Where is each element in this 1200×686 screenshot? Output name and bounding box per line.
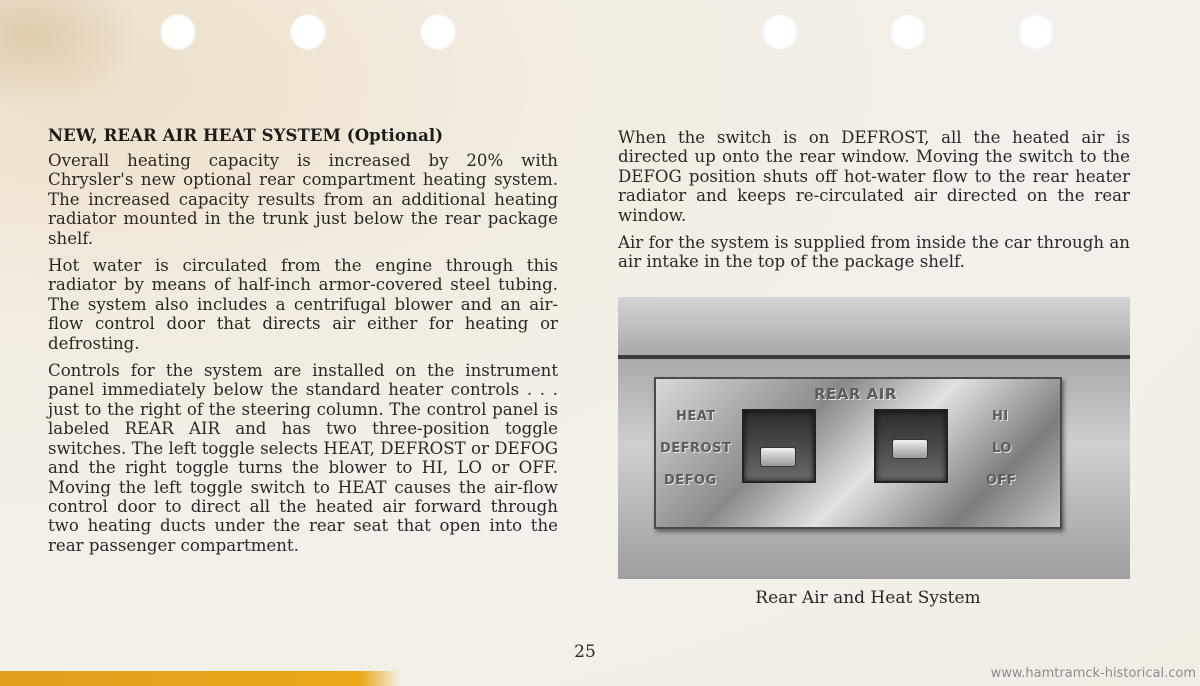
left-toggle-lever <box>760 447 796 467</box>
binder-hole <box>762 14 798 50</box>
binder-hole <box>290 14 326 50</box>
control-panel-photo <box>618 297 1130 579</box>
right-toggle-switch <box>874 409 948 483</box>
panel-title: REAR AIR <box>814 385 897 403</box>
label-defog: DEFOG <box>664 473 717 488</box>
left-column <box>48 126 558 563</box>
label-lo: LO <box>992 441 1012 456</box>
label-heat: HEAT <box>676 409 716 424</box>
paragraph-defrost: When the switch is on DEFROST, all the heated air is directed up onto the rear window. Moving the switch to the DEFOG position shuts off hot-water flow to the rear heater radiator and keeps re-circulated air directed on the rear window. <box>618 128 1130 225</box>
paragraph-capacity: Overall heating capacity is increased by 20% with Chrysler's new optional rear compartment heating system. The increased capacity results from an additional heating radiator mounted in the trunk just below the rear package shelf. <box>48 151 558 248</box>
label-off: OFF <box>986 473 1017 488</box>
label-hi: HI <box>992 409 1009 424</box>
binder-hole <box>890 14 926 50</box>
left-toggle-switch <box>742 409 816 483</box>
rear-air-control-plate <box>654 377 1062 529</box>
right-column <box>618 128 1130 280</box>
dash-shelf <box>618 297 1130 359</box>
binder-hole <box>160 14 196 50</box>
paragraph-hot-water: Hot water is circulated from the engine through this radiator by means of half-inch armor-covered steel tubing. The system also includes a centrifugal blower and an air-flow control door that directs air either for heating or defrosting. <box>48 256 558 353</box>
photo-caption: Rear Air and Heat System <box>755 588 981 608</box>
paragraph-air-intake: Air for the system is supplied from inside the car through an air intake in the top of the package shelf. <box>618 233 1130 272</box>
paragraph-controls: Controls for the system are installed on the instrument panel immediately below the standard heater controls . . . just to the right of the steering column. The control panel is labeled REAR AIR and has two three-position toggle switches. The left toggle selects HEAT, DEFROST or DEFOG and the right toggle turns the blower to HI, LO or OFF. Moving the left toggle switch to HEAT causes the air-flow control door to direct all the heated air forward through two heating ducts under the rear seat that open into the rear passenger compartment. <box>48 361 558 555</box>
page-number: 25 <box>574 642 596 662</box>
orange-edge-strip <box>0 671 400 686</box>
binder-hole <box>420 14 456 50</box>
paper-stain <box>0 0 140 110</box>
section-heading: NEW, REAR AIR HEAT SYSTEM (Optional) <box>48 126 444 145</box>
watermark: www.hamtramck-historical.com <box>990 666 1196 681</box>
label-defrost: DEFROST <box>660 441 732 456</box>
binder-hole <box>1018 14 1054 50</box>
right-toggle-lever <box>892 439 928 459</box>
